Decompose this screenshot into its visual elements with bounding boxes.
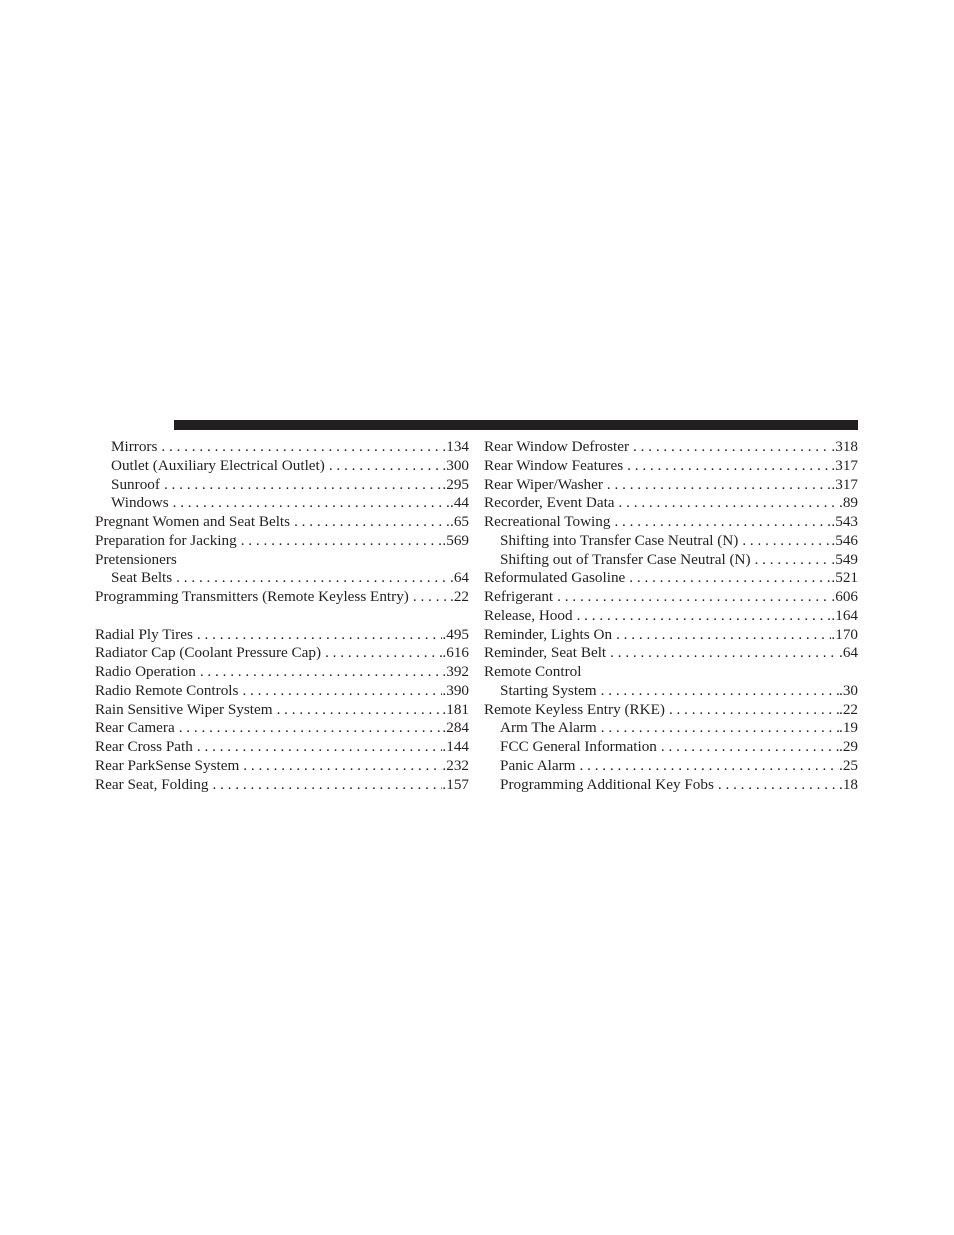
- index-entry: [95, 626, 469, 645]
- dot-leader: [173, 494, 450, 513]
- index-entry: [95, 719, 469, 738]
- index-entry: [484, 457, 858, 476]
- index-entry: [484, 738, 858, 757]
- index-entry-label: Rear Window Features: [484, 456, 624, 474]
- dot-leader: [577, 607, 832, 626]
- dot-leader: [601, 682, 839, 701]
- index-entry-label: Release, Hood: [484, 606, 573, 624]
- index-left-column: [95, 438, 469, 794]
- dot-leader: [164, 476, 442, 495]
- dot-leader: [242, 682, 442, 701]
- index-entry-page: .284: [442, 719, 469, 737]
- index-entry: [484, 682, 858, 701]
- index-entry-label: Preparation for Jacking: [95, 531, 237, 549]
- index-entry-page: .521: [831, 569, 858, 587]
- index-entry-label: Rear ParkSense System: [95, 756, 240, 774]
- index-entry-label: Remote Keyless Entry (RKE): [484, 700, 665, 718]
- index-entry: [484, 476, 858, 495]
- dot-leader: [633, 438, 831, 457]
- index-entry-page: .543: [831, 513, 858, 530]
- dot-leader: [277, 701, 443, 720]
- dot-leader: [329, 457, 443, 476]
- dot-leader: [629, 569, 831, 588]
- index-entry-page: .18: [839, 775, 858, 793]
- dot-leader: [627, 457, 831, 476]
- index-entry-page: .89: [839, 494, 858, 512]
- index-entry-page: .606: [831, 588, 858, 605]
- index-entry-label: Rear Camera: [95, 719, 175, 737]
- index-entry: [95, 588, 469, 607]
- index-entry-page: .64: [450, 569, 469, 587]
- index-entry-label: Programming Additional Key Fobs: [500, 775, 714, 793]
- index-entry-page: .22: [839, 700, 858, 718]
- index-entry-page: .318: [831, 438, 858, 455]
- dot-leader: [616, 626, 831, 645]
- header-bar: [174, 420, 858, 430]
- dot-leader: [294, 513, 450, 532]
- index-entry-label: Reminder, Lights On: [484, 625, 613, 643]
- index-entry-label: Recorder, Event Data: [484, 494, 615, 512]
- index-entry-page: .19: [839, 719, 858, 737]
- index-entry: [484, 607, 858, 626]
- index-entry-label: Shifting into Transfer Case Neutral (N): [500, 531, 739, 549]
- dot-leader: [197, 738, 443, 757]
- index-entry: [484, 494, 858, 513]
- index-entry-page: .30: [839, 681, 858, 699]
- dot-leader: [669, 701, 839, 720]
- index-entry: [484, 513, 858, 532]
- index-entry-label: Panic Alarm: [500, 756, 576, 774]
- index-entry-page: .549: [831, 550, 858, 568]
- dot-leader: [607, 476, 832, 495]
- dot-leader: [325, 644, 442, 663]
- dot-leader: [241, 532, 443, 551]
- index-entry-label: Seat Belts: [111, 569, 173, 587]
- index-entry-label: Arm The Alarm: [500, 719, 597, 737]
- index-entry-label: Rear Window Defroster: [484, 438, 630, 455]
- index-entry-page: .495: [442, 625, 469, 643]
- index-entry: [95, 457, 469, 476]
- index-entry: [95, 644, 469, 663]
- index-entry: [484, 551, 858, 570]
- index-entry-page: .295: [442, 475, 469, 493]
- dot-leader: [614, 513, 831, 532]
- index-entry-page: .164: [831, 606, 858, 624]
- dot-leader: [755, 551, 832, 570]
- index-entry-label: Reformulated Gasoline: [484, 569, 626, 587]
- index-entry-label: Radiator Cap (Coolant Pressure Cap): [95, 644, 322, 662]
- index-entry: [484, 588, 858, 607]
- index-entry-page: .22: [450, 588, 469, 605]
- index-entry-page: .317: [831, 456, 858, 474]
- index-entry: [484, 663, 858, 682]
- index-entry: [484, 626, 858, 645]
- index-entry-label: Mirrors: [111, 438, 158, 455]
- dot-leader: [200, 663, 443, 682]
- index-entry-label: Radio Remote Controls: [95, 681, 239, 699]
- dot-leader: [580, 757, 840, 776]
- index-entry: [484, 569, 858, 588]
- dot-leader: [610, 644, 839, 663]
- index-entry-page: .157: [442, 775, 469, 793]
- index-entry-label: Rear Cross Path: [95, 738, 193, 755]
- index-entry-label: Pretensioners: [95, 550, 177, 568]
- index-entry-page: .300: [442, 456, 469, 474]
- index-entry-label: Windows: [111, 494, 169, 512]
- index-entry-page: .65: [450, 513, 469, 530]
- index-entry-page: .134: [442, 438, 469, 455]
- index-entry: [95, 682, 469, 701]
- index-entry-page: .569: [442, 531, 469, 549]
- index-entry-label: Shifting out of Transfer Case Neutral (N): [500, 550, 751, 568]
- dot-leader: [661, 738, 839, 757]
- index-entry: [484, 532, 858, 551]
- dot-leader: [619, 494, 839, 513]
- index-entry: [95, 513, 469, 532]
- index-entry-label: Rear Seat, Folding: [95, 775, 209, 793]
- index-entry-page: .317: [831, 475, 858, 493]
- index-entry: [95, 494, 469, 513]
- index-entry: [484, 644, 858, 663]
- index-entry-label: Programming Transmitters (Remote Keyless Entry): [95, 588, 409, 605]
- index-entry: [95, 551, 469, 570]
- index-entry: [95, 757, 469, 776]
- index-entry-label: Reminder, Seat Belt: [484, 644, 607, 662]
- index-entry-label: Pregnant Women and Seat Belts: [95, 513, 291, 530]
- index-entry-page: .170: [831, 625, 858, 643]
- index-entry-label: Rear Wiper/Washer: [484, 475, 603, 493]
- index-entry: [484, 438, 858, 457]
- index-entry: [95, 476, 469, 495]
- index-entry-label: Sunroof: [111, 475, 160, 493]
- index-entry-page: .181: [442, 700, 469, 718]
- index-entry-label: Starting System: [500, 681, 597, 699]
- dot-leader: [179, 719, 443, 738]
- index-entry-label: FCC General Information: [500, 738, 657, 755]
- index-entry: [484, 701, 858, 720]
- index-entry-page: .546: [831, 531, 858, 549]
- index-entry-page: .29: [839, 738, 858, 755]
- index-entry-page: .616: [442, 644, 469, 662]
- index-entry: [95, 776, 469, 795]
- index-right-column: [484, 438, 858, 794]
- index-entry: [95, 438, 469, 457]
- dot-leader: [601, 719, 839, 738]
- index-entry-label: Radial Ply Tires: [95, 625, 193, 643]
- index-entry-label: Recreational Towing: [484, 513, 611, 530]
- index-entry: [484, 757, 858, 776]
- index-entry: [95, 738, 469, 757]
- index-entry-page: .25: [839, 756, 858, 774]
- dot-leader: [212, 776, 442, 795]
- dot-leader: [197, 626, 443, 645]
- index-entry: [95, 663, 469, 682]
- index-entry-page: .144: [442, 738, 469, 755]
- index-entry: [95, 701, 469, 720]
- dot-leader: [742, 532, 831, 551]
- index-entry-label: Remote Control: [484, 663, 582, 680]
- dot-leader: [557, 588, 831, 607]
- index-entry: [484, 719, 858, 738]
- dot-leader: [718, 776, 839, 795]
- index-entry-page: .392: [442, 663, 469, 680]
- index-entry-page: .64: [839, 644, 858, 662]
- index-entry: [95, 569, 469, 588]
- index-entry-label: Outlet (Auxiliary Electrical Outlet): [111, 456, 325, 474]
- index-entry: [95, 532, 469, 551]
- index-entry-label: Refrigerant: [484, 588, 554, 605]
- dot-leader: [176, 569, 450, 588]
- index-entry-page: .232: [442, 756, 469, 774]
- index-entry-label: Radio Operation: [95, 663, 196, 680]
- index-entry-label: Rain Sensitive Wiper System: [95, 700, 273, 718]
- index-entry: [484, 776, 858, 795]
- dot-leader: [161, 438, 442, 457]
- index-entry-page: .390: [442, 681, 469, 699]
- dot-leader: [413, 588, 450, 607]
- dot-leader: [243, 757, 442, 776]
- index-entry-page: .44: [450, 494, 469, 512]
